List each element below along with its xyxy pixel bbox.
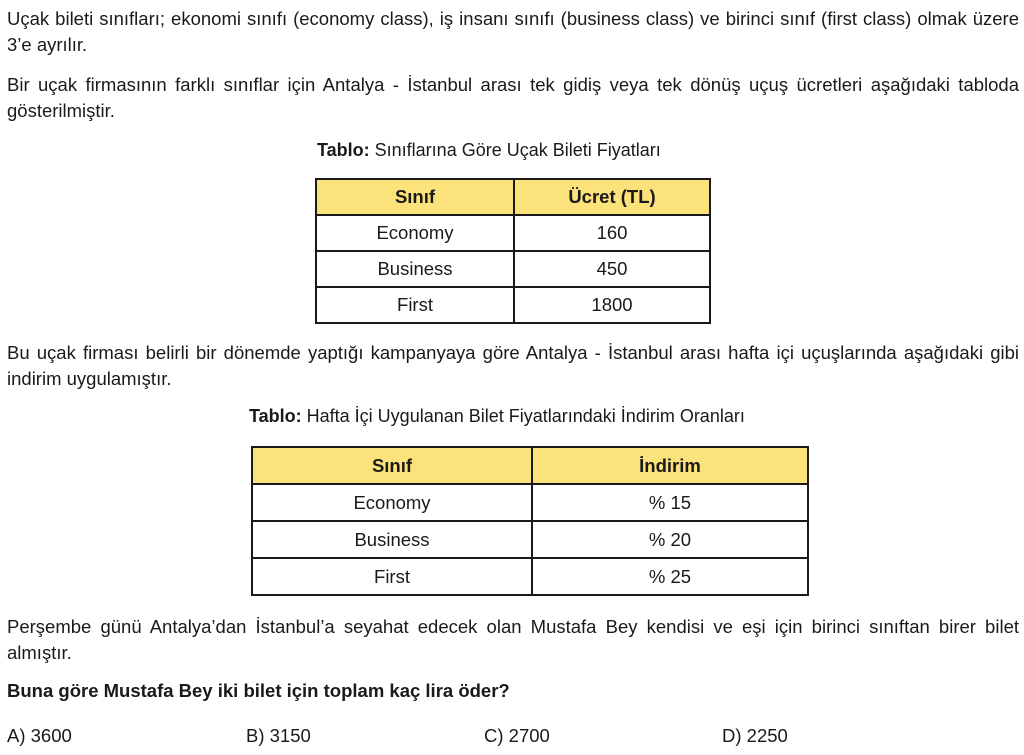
- discount-table-caption: [249, 406, 745, 427]
- discount-table-cell-class: First: [252, 558, 532, 595]
- option-c[interactable]: C) 2700: [484, 725, 550, 746]
- option-d[interactable]: D) 2250: [722, 725, 788, 746]
- discount-table-cell-rate: % 25: [532, 558, 808, 595]
- price-table-cell-class: First: [316, 287, 514, 323]
- table-row: [316, 287, 710, 323]
- table-row: [252, 484, 808, 521]
- discount-table-cell-class: Economy: [252, 484, 532, 521]
- scenario-paragraph: Perşembe günü Antalya’dan İstanbul’a seyahat edecek olan Mustafa Bey kendisi ve eşi için birinci sınıftan birer bilet almıştır.: [7, 616, 1019, 663]
- option-b[interactable]: B) 3150: [246, 725, 311, 746]
- intro-paragraph: Uçak bileti sınıfları; ekonomi sınıfı (economy class), iş insanı sınıfı (business class) ve birinci sınıf (first class) olmak üzere 3’e ayrılır.: [7, 8, 1019, 55]
- price-table: [315, 178, 711, 324]
- discount-table: [251, 446, 809, 596]
- discount-table-cell-rate: % 15: [532, 484, 808, 521]
- option-a[interactable]: A) 3600: [7, 725, 72, 746]
- discount-intro-paragraph: Bu uçak firması belirli bir dönemde yaptığı kampanyaya göre Antalya - İstanbul arası hafta içi uçuşlarında aşağıdaki gibi indirim uygulamıştır.: [7, 342, 1019, 389]
- discount-table-header-discount: İndirim: [532, 447, 808, 484]
- price-table-cell-fee: 1800: [514, 287, 710, 323]
- prices-intro-paragraph: Bir uçak firmasının farklı sınıflar için Antalya - İstanbul arası tek gidiş veya tek dönüş uçuş ücretleri aşağıdaki tabloda gösterilmiştir.: [7, 74, 1019, 121]
- price-table-header-fee: Ücret (TL): [514, 179, 710, 215]
- table-row: [252, 558, 808, 595]
- price-table-cell-class: Business: [316, 251, 514, 287]
- price-table-cell-class: Economy: [316, 215, 514, 251]
- discount-table-cell-class: Business: [252, 521, 532, 558]
- price-table-caption: [317, 140, 661, 161]
- price-table-caption-text: Sınıflarına Göre Uçak Bileti Fiyatları: [369, 140, 661, 160]
- discount-table-caption-text: Hafta İçi Uygulanan Bilet Fiyatlarındaki İndirim Oranları: [301, 406, 745, 426]
- price-table-caption-label: Tablo:: [317, 140, 370, 160]
- discount-table-caption-label: Tablo:: [249, 406, 302, 426]
- discount-table-header-class: Sınıf: [252, 447, 532, 484]
- table-row: [316, 215, 710, 251]
- discount-table-cell-rate: % 20: [532, 521, 808, 558]
- price-table-header-class: Sınıf: [316, 179, 514, 215]
- question-text: Buna göre Mustafa Bey iki bilet için toplam kaç lira öder?: [7, 680, 510, 701]
- discount-table-header-row: [252, 447, 808, 484]
- table-row: [252, 521, 808, 558]
- price-table-cell-fee: 450: [514, 251, 710, 287]
- table-row: [316, 251, 710, 287]
- price-table-cell-fee: 160: [514, 215, 710, 251]
- price-table-header-row: [316, 179, 710, 215]
